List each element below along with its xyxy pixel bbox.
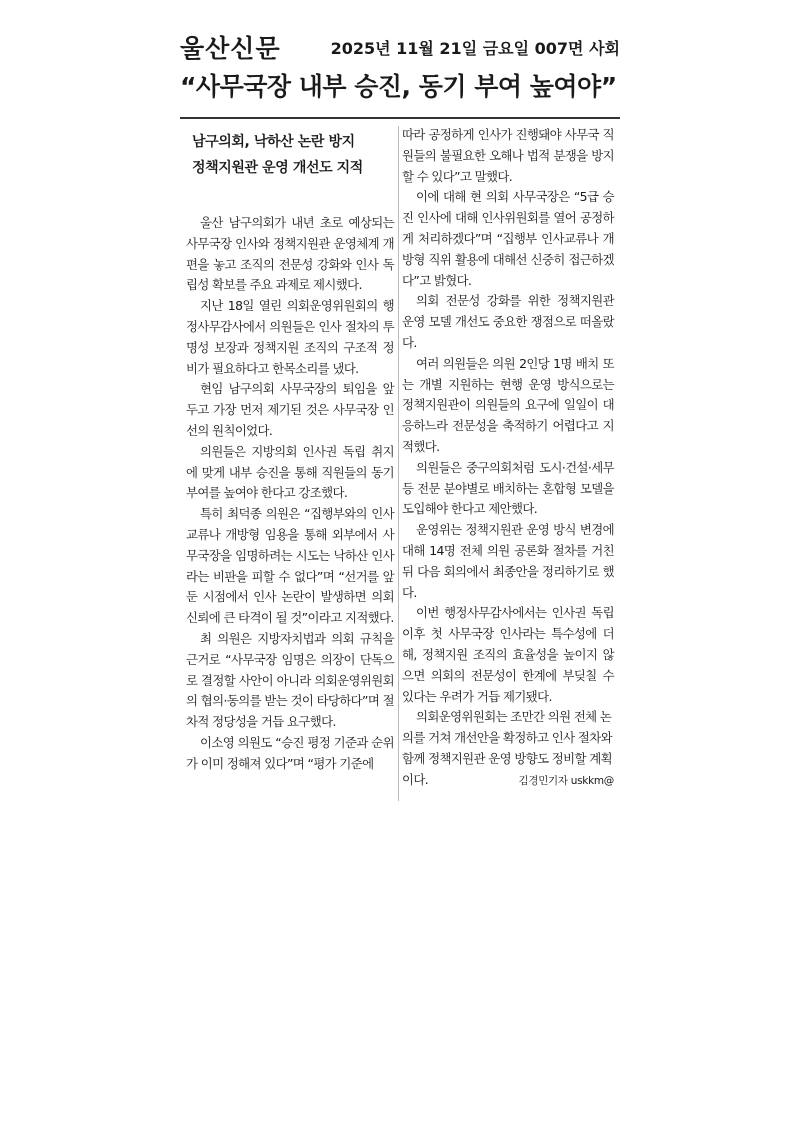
body-paragraph: 울산 남구의회가 내년 초로 예상되는 사무국장 인사와 정책지원관 운영체계 개편을 놓고 조직의 전문성 강화와 인사 독립성 확보를 주요 과제로 제시했다. — [186, 215, 394, 293]
body-paragraph: 의원들은 중구의회처럼 도시·건설·세무 등 전문 분야별로 배치하는 혼합형 모델을 도입해야 한다고 제안했다. — [402, 459, 614, 517]
body-paragraph: 최 의원은 지방자치법과 의회 규칙을 근거로 “사무국장 임명은 의장이 단독으로 결정할 사안이 아니라 의회운영위원회의 협의·동의를 받는 것이 타당하다”며 절차적 정당성을 거듭 요구했다. — [186, 630, 394, 730]
masthead — [180, 34, 620, 64]
body-paragraph: 특히 최덕종 의원은 “집행부와의 인사 교류나 개방형 임용을 통해 외부에서 사무국장을 임명하려는 시도는 낙하산 인사라는 비판을 피할 수 없다”며 “선거를 앞둔 시점에서 인사 논란이 발생하면 의회 신뢰에 큰 타격이 될 것”이라고 지적했다. — [186, 506, 394, 626]
article-subheads — [192, 129, 394, 181]
body-paragraph: 여러 의원들은 의원 2인당 1명 배치 또는 개별 지원하는 현행 운영 방식으로는 정책지원관이 의원들의 요구에 일일이 대응하느라 전문성을 축적하기 어렵다고 지적했다. — [402, 355, 614, 454]
subhead-line: 남구의회, 낙하산 논란 방지 — [192, 134, 355, 150]
body-paragraph: 의원들은 지방의회 인사권 독립 취지에 맞게 내부 승진을 통해 직원들의 동기부여를 높여야 한다고 강조했다. — [186, 443, 394, 501]
issue-date-page-section: 2025년 11월 21일 금요일 007면 사회 — [330, 39, 620, 58]
body-paragraph: 이번 행정사무감사에서는 인사권 독립 이후 첫 사무국장 인사라는 특수성에 더해, 정책지원 조직의 효율성을 높이지 않으면 의회의 전문성이 한계에 부딪칠 수 있다는 우려가 거듭 제기됐다. — [402, 605, 614, 704]
subhead-line: 정책지원관 운영 개선도 지적 — [192, 160, 363, 176]
article-headline: “사무국장 내부 승진, 동기 부여 높여야” — [180, 72, 617, 101]
body-paragraph: 지난 18일 열린 의회운영위원회의 행정사무감사에서 의원들은 인사 절차의 투명성 보장과 정책지원 조직의 구조적 정비가 필요하다고 한목소리를 냈다. — [186, 298, 394, 376]
article-column-left — [186, 125, 394, 775]
reporter-byline: 김경민기자 uskkm@ — [518, 774, 614, 787]
body-paragraph: 현임 남구의회 사무국장의 퇴임을 앞두고 가장 먼저 제기된 것은 사무국장 인선의 원칙이었다. — [186, 381, 394, 438]
body-paragraph: 운영위는 정책지원관 운영 방식 변경에 대해 14명 전체 의원 공론화 절차를 거친 뒤 다음 회의에서 최종안을 정리하기로 했다. — [402, 522, 614, 600]
headline-divider — [180, 117, 620, 119]
body-paragraph: 의회운영위원회는 조만간 의원 전체 논의를 거쳐 개선안을 확정하고 인사 절차와 함께 정책지원관 운영 방향도 정비할 계획이다. — [402, 709, 612, 787]
body-paragraph: 따라 공정하게 인사가 진행돼야 사무국 직원들의 불필요한 오해나 법적 분쟁을 방지할 수 있다”고 말했다. — [402, 127, 614, 184]
newspaper-name: 울산신문 — [180, 34, 281, 63]
column-divider — [398, 126, 399, 801]
article-column-right — [402, 125, 614, 791]
body-paragraph: 이소영 의원도 “승진 평정 기준과 순위가 이미 정해져 있다”며 “평가 기준에 — [186, 734, 394, 771]
body-paragraph: 이에 대해 현 의회 사무국장은 “5급 승진 인사에 대해 인사위원회를 열어 공정하게 처리하겠다”며 “집행부 인사교류나 개방형 직위 활용에 대해선 신중히 접근하겠다”고 밝혔다. — [402, 189, 614, 288]
body-paragraph: 의회 전문성 강화를 위한 정책지원관 운영 모델 개선도 중요한 쟁점으로 떠올랐다. — [402, 293, 614, 350]
